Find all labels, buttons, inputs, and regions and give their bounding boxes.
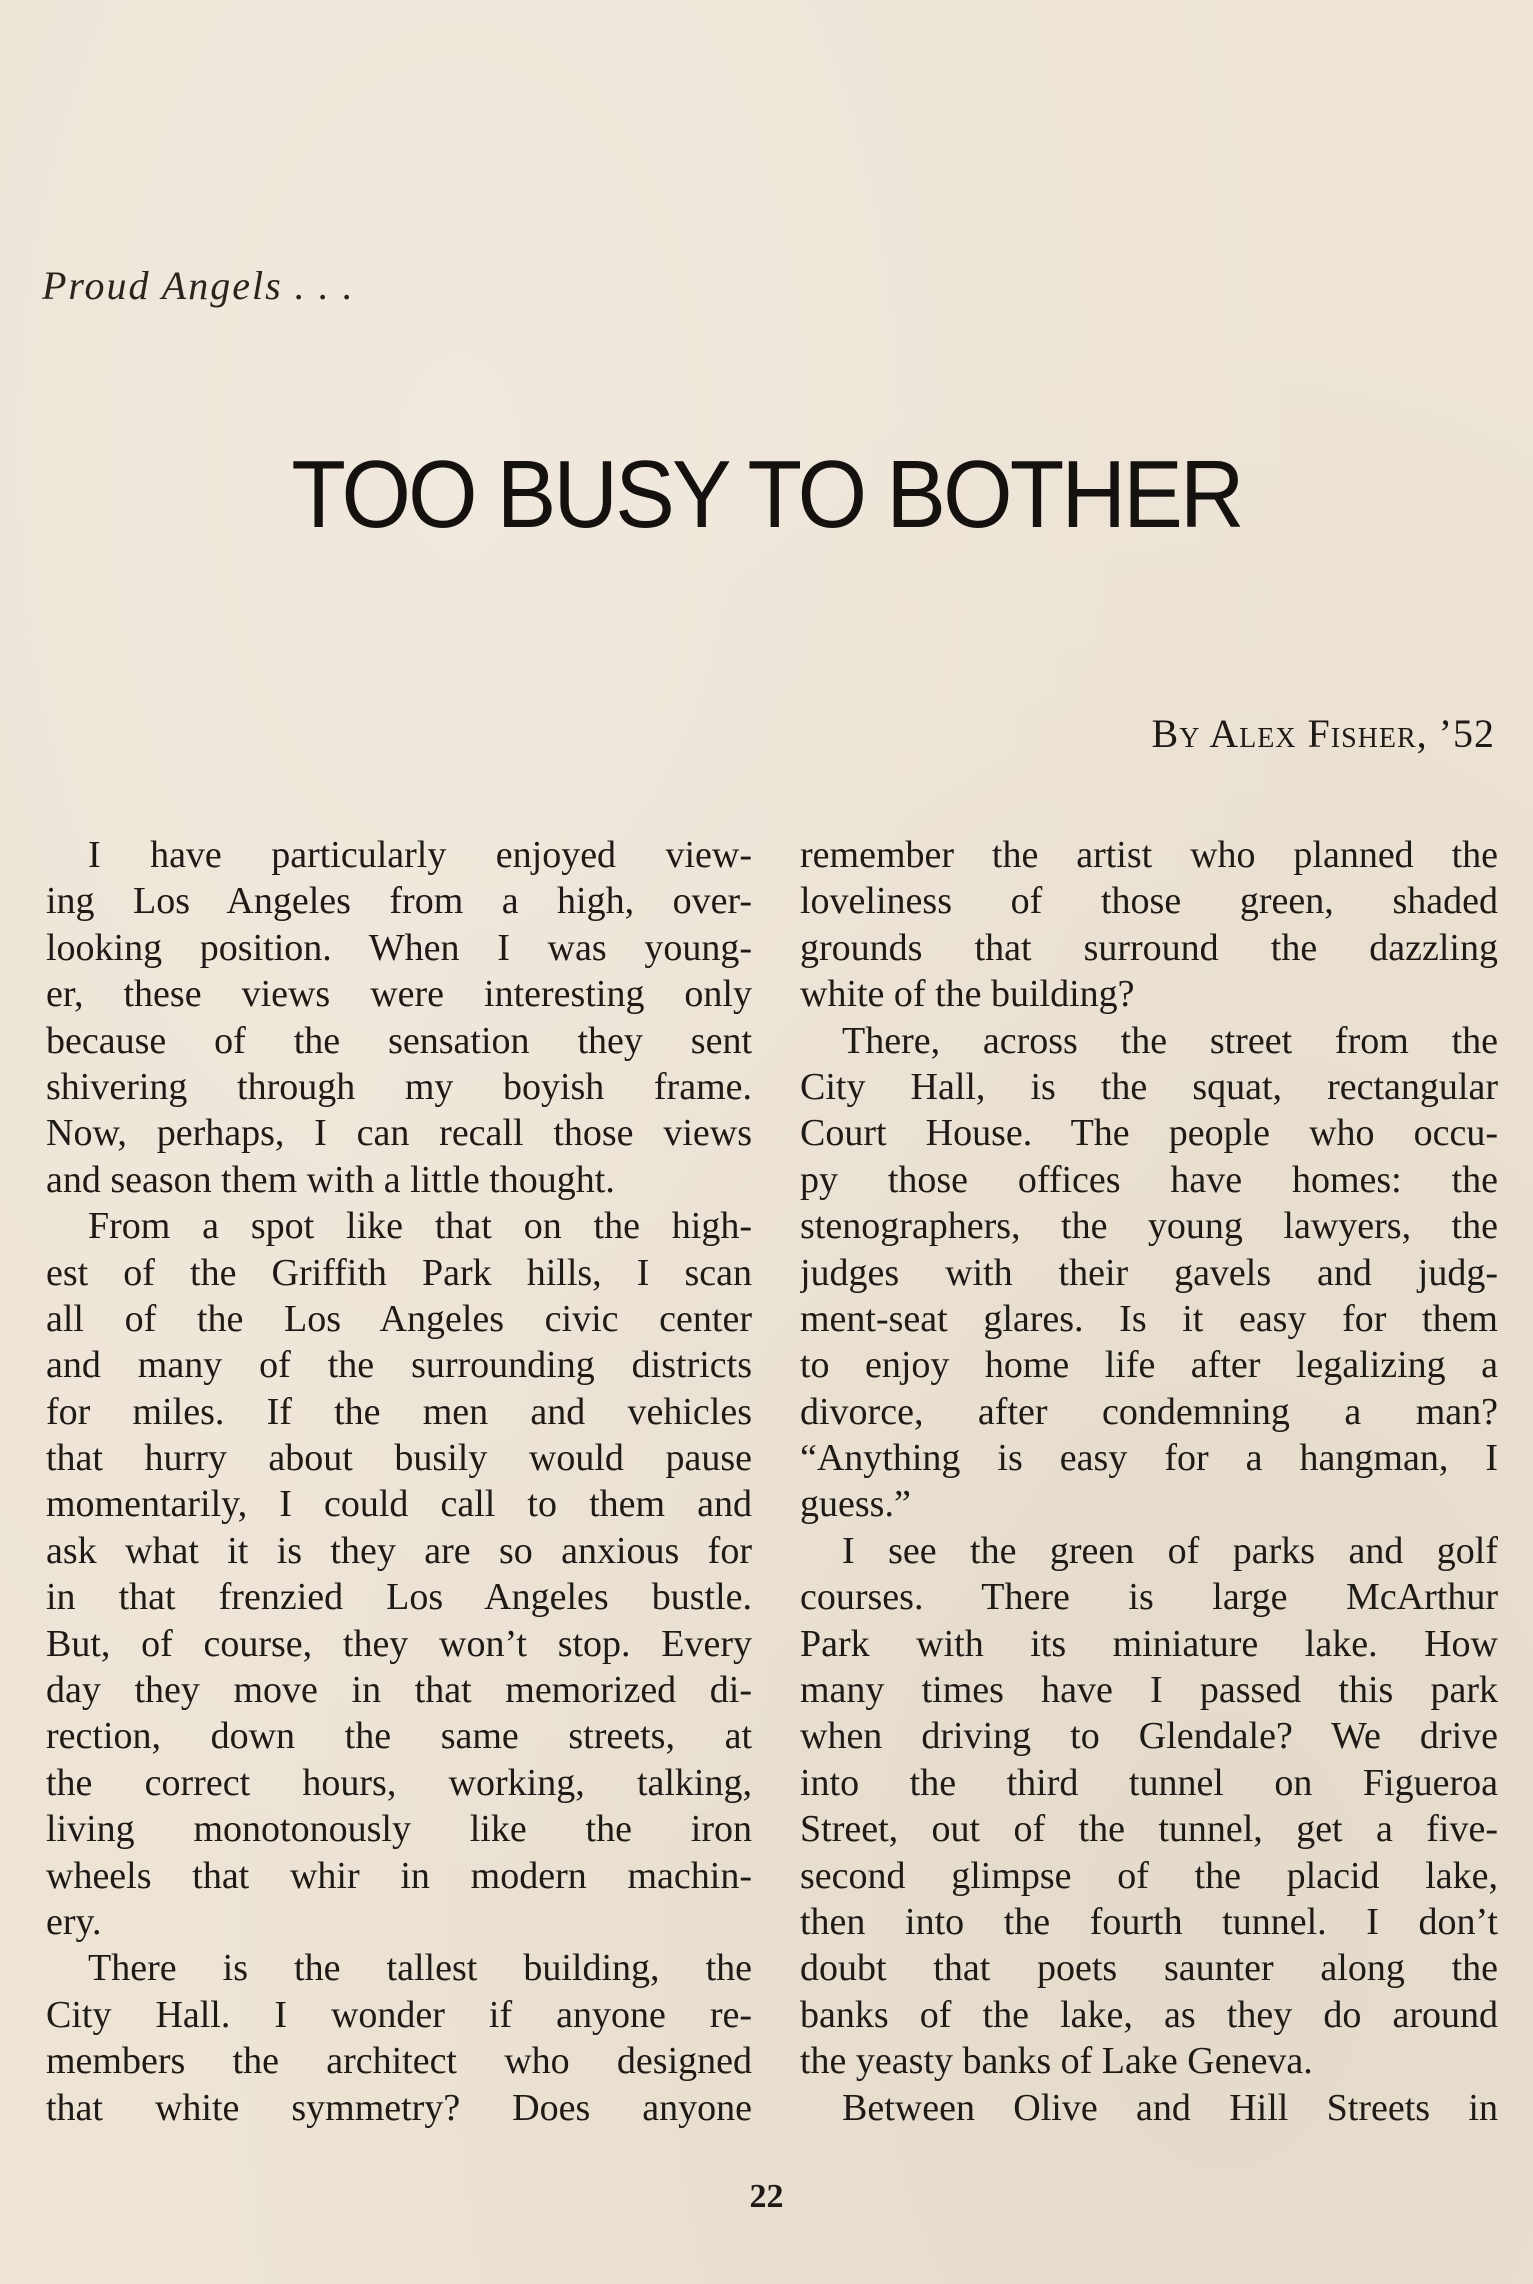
text-line: I have particularly enjoyed view- bbox=[88, 834, 752, 876]
text-line: day they move in that memorized di- bbox=[46, 1669, 752, 1712]
text-line: er, these views were interesting only bbox=[46, 973, 752, 1016]
text-line: ask what it is they are so anxious for bbox=[46, 1529, 752, 1572]
text-line: the yeasty banks of Lake Geneva. bbox=[800, 2040, 1313, 2083]
text-line: There is the tallest building, the bbox=[88, 1947, 752, 1990]
text-line: remember the artist who planned the bbox=[800, 834, 1498, 876]
text-line: grounds that surround the dazzling bbox=[800, 926, 1498, 969]
text-line: City Hall. I wonder if anyone re- bbox=[46, 1993, 752, 2036]
text-line: when driving to Glendale? We drive bbox=[800, 1715, 1498, 1758]
text-line: living monotonously like the iron bbox=[46, 1808, 752, 1851]
text-line: and many of the surrounding districts bbox=[46, 1344, 752, 1387]
text-line: ery. bbox=[46, 1900, 102, 1943]
text-line: divorce, after condemning a man? bbox=[800, 1390, 1498, 1433]
text-line: I see the green of parks and golf bbox=[842, 1529, 1498, 1572]
text-line: py those offices have homes: the bbox=[800, 1158, 1498, 1201]
text-line: into the third tunnel on Figueroa bbox=[800, 1761, 1498, 1804]
text-line: There, across the street from the bbox=[842, 1019, 1498, 1062]
text-line: in that frenzied Los Angeles bustle. bbox=[46, 1576, 752, 1619]
right-column bbox=[800, 832, 1498, 2131]
text-line: doubt that poets saunter along the bbox=[800, 1947, 1498, 1990]
text-line: all of the Los Angeles civic center bbox=[46, 1297, 752, 1340]
text-line: stenographers, the young lawyers, the bbox=[800, 1205, 1498, 1248]
text-line: many times have I passed this park bbox=[800, 1669, 1498, 1712]
text-line: wheels that whir in modern machin- bbox=[46, 1854, 752, 1897]
text-line: that white symmetry? Does anyone bbox=[46, 2086, 752, 2129]
text-line: But, of course, they won’t stop. Every bbox=[46, 1622, 752, 1665]
text-line: Between Olive and Hill Streets in bbox=[842, 2086, 1498, 2129]
text-line: ing Los Angeles from a high, over- bbox=[46, 880, 752, 923]
byline: By Alex Fisher, ’52 bbox=[1151, 711, 1495, 756]
page-number: 22 bbox=[749, 2178, 784, 2215]
text-line: the correct hours, working, talking, bbox=[46, 1761, 752, 1804]
text-line: for miles. If the men and vehicles bbox=[46, 1390, 752, 1433]
text-line: that hurry about busily would pause bbox=[46, 1437, 752, 1480]
text-line: Street, out of the tunnel, get a five- bbox=[800, 1808, 1498, 1851]
text-line: loveliness of those green, shaded bbox=[800, 880, 1498, 923]
text-line: ment-seat glares. Is it easy for them bbox=[800, 1297, 1498, 1340]
text-line: courses. There is large McArthur bbox=[800, 1576, 1498, 1619]
text-line: Now, perhaps, I can recall those views bbox=[46, 1112, 752, 1155]
text-line: banks of the lake, as they do around bbox=[800, 1993, 1498, 2036]
text-line: rection, down the same streets, at bbox=[46, 1715, 752, 1758]
text-line: and season them with a little thought. bbox=[46, 1158, 615, 1201]
text-line: because of the sensation they sent bbox=[46, 1019, 752, 1062]
text-line: shivering through my boyish frame. bbox=[46, 1065, 752, 1108]
text-line: From a spot like that on the high- bbox=[88, 1205, 752, 1248]
text-line: est of the Griffith Park hills, I scan bbox=[46, 1251, 752, 1294]
text-line: “Anything is easy for a hangman, I bbox=[800, 1437, 1498, 1480]
text-line: then into the fourth tunnel. I don’t bbox=[800, 1900, 1498, 1943]
left-column bbox=[46, 832, 752, 2131]
text-line: guess.” bbox=[800, 1483, 911, 1526]
text-line: City Hall, is the squat, rectangular bbox=[800, 1065, 1498, 1108]
running-head: Proud Angels . . . bbox=[42, 263, 355, 308]
text-line: momentarily, I could call to them and bbox=[46, 1483, 752, 1526]
text-line: Court House. The people who occu- bbox=[800, 1112, 1498, 1155]
text-line: second glimpse of the placid lake, bbox=[800, 1854, 1498, 1897]
text-line: white of the building? bbox=[800, 973, 1135, 1016]
text-line: members the architect who designed bbox=[46, 2040, 752, 2083]
article-title: TOO BUSY TO BOTHER bbox=[291, 441, 1242, 548]
text-line: looking position. When I was young- bbox=[46, 926, 752, 969]
text-line: to enjoy home life after legalizing a bbox=[800, 1344, 1498, 1387]
text-line: judges with their gavels and judg- bbox=[800, 1251, 1498, 1294]
text-line: Park with its miniature lake. How bbox=[800, 1622, 1498, 1665]
